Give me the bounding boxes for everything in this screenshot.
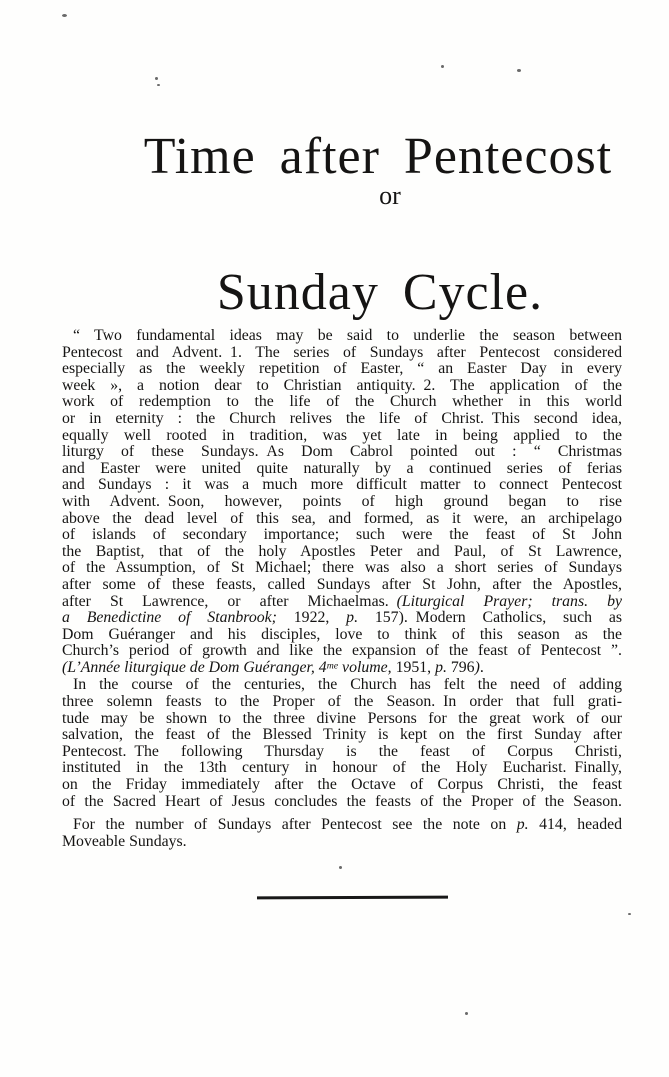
paragraph-note-moveable-sundays (62, 817, 622, 850)
text-line: salvation, the feast of the Blessed Trinity is kept on the first Sunday after (62, 726, 622, 744)
text-line: after some of these feasts, called Sundays after St John, after the Apostles, (62, 575, 622, 593)
scan-artifact (628, 913, 631, 915)
text-line: of the Sacred Heart of Jesus concludes the feasts of the Proper of the Season. (62, 792, 622, 810)
text-line: instituted in the 13th century in honour of the Holy Eucharist. Finally, (62, 759, 622, 777)
text-line: “ Two fundamental ideas may be said to underlie the season between (73, 327, 622, 344)
text-line: liturgy of these Sundays. As Dom Cabrol pointed out : “ Christmas (62, 443, 622, 461)
page-title: Time after Pentecost (143, 127, 613, 185)
text-line: In the course of the centuries, the Church has felt the need of adding (73, 676, 622, 694)
divider-rule (257, 896, 448, 900)
text-line: the Baptist, that of the holy Apostles Peter and Paul, of St Lawrence, (62, 542, 622, 560)
text-line: above the dead level of this sea, and formed, as it were, an archipelago (62, 509, 622, 527)
scan-artifact (465, 1012, 468, 1015)
body-text (62, 328, 622, 850)
text-line: (L’Année liturgique de Dom Guéranger, $4^{me}$ volume, 1951, p. 796). (62, 658, 484, 676)
scan-artifact (157, 84, 160, 86)
scan-artifact (339, 866, 342, 869)
paragraph-three-solemn-feasts (62, 677, 622, 810)
text-line: or in eternity : the Church relives the life of Christ. This second idea, (62, 409, 622, 427)
text-line: three solemn feasts to the Proper of the Season. In order that full grati- (62, 693, 622, 711)
text-line: on the Friday immediately after the Octave of Corpus Christi, the feast (62, 776, 622, 794)
text-line: of the Assumption, of St Michael; there was also a short series of Sundays (62, 559, 622, 577)
text-line: and Sundays : it was a much more difficult matter to connect Pentecost (62, 476, 622, 494)
scan-artifact (155, 77, 158, 80)
text-line: a Benedictine of Stanbrook; 1922, p. 157). Modern Catholics, such as (62, 609, 622, 627)
text-line: Pentecost. The following Thursday is the feast of Corpus Christi, (62, 742, 622, 760)
scan-artifact (441, 65, 444, 68)
text-line: of islands of secondary importance; such were the feast of St John (62, 526, 622, 544)
text-line: after St Lawrence, or after Michaelmas. (Liturgical Prayer; trans. by (62, 592, 622, 610)
text-line: Moveable Sundays. (62, 832, 187, 850)
text-line: equally well rooted in tradition, was yet late in being applied to the (62, 426, 622, 444)
text-line: tude may be shown to the three divine Persons for the great work of our (62, 709, 622, 727)
text-line: Church’s period of growth and like the expansion of the feast of Pentecost ”. (62, 642, 622, 660)
title-separator: or (379, 181, 401, 210)
page-subtitle: Sunday Cycle. (216, 264, 544, 322)
text-line: with Advent. Soon, however, points of high ground began to rise (62, 492, 622, 510)
text-line: week », a notion dear to Christian antiquity. 2. The application of the (62, 376, 622, 394)
paragraph-intro-quotation (62, 328, 622, 676)
text-line: Pentecost and Advent. 1. The series of Sundays after Pentecost considered (62, 343, 622, 361)
text-line: For the number of Sundays after Pentecost see the note on p. 414, headed (73, 816, 623, 834)
text-line: and Easter were united quite naturally by a continued series of ferias (62, 459, 622, 477)
text-line: especially as the weekly repetition of Easter, “ an Easter Day in every (62, 360, 622, 378)
scan-artifact (62, 14, 67, 17)
scan-artifact (517, 69, 521, 72)
text-line: Dom Guéranger and his disciples, love to think of this season as the (62, 625, 622, 643)
text-line: work of redemption to the life of the Church whether in this world (62, 393, 622, 411)
